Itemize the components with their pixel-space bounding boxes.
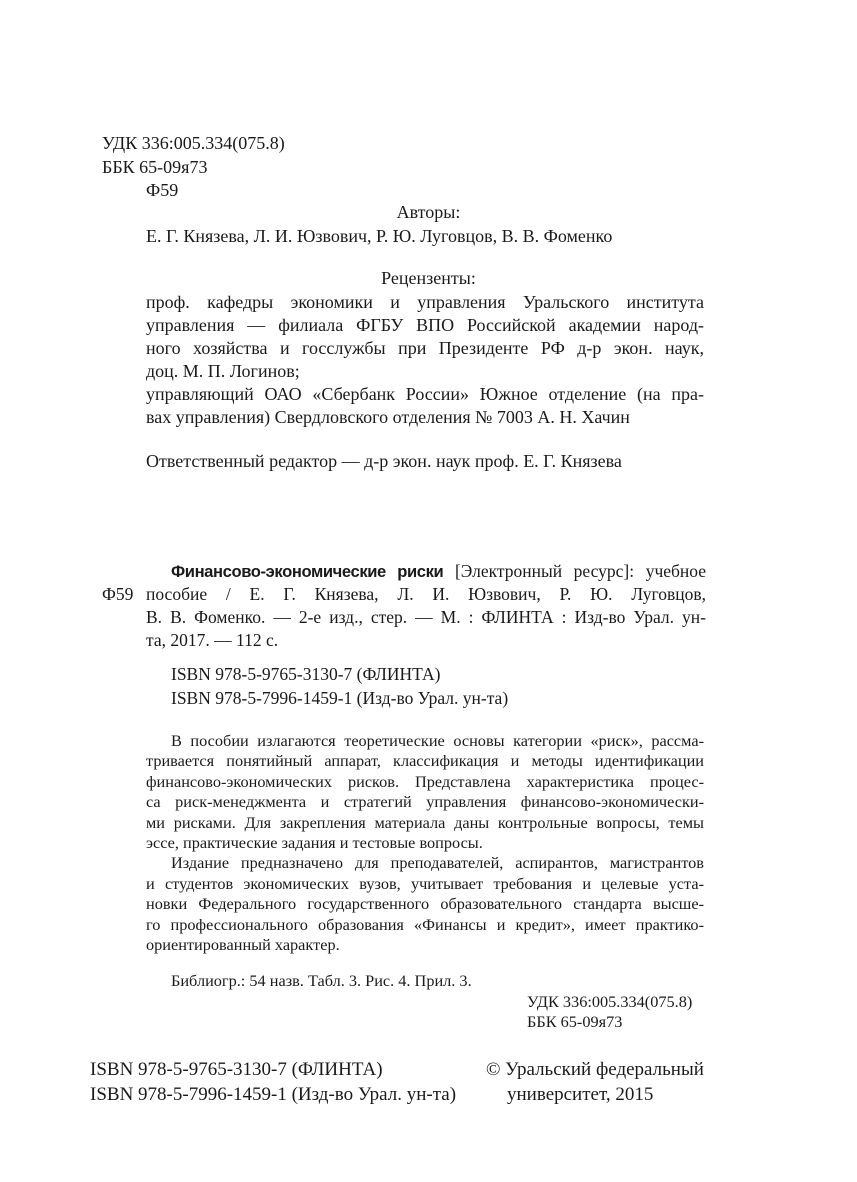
annotation-line: новки Федерального государственного образовательного стандарта высше- [146,894,704,913]
authors-label: Авторы: [396,202,461,222]
bibliographic-line: та, 2017. — 112 с. [146,630,279,650]
annotation-line: Издание предназначено для преподавателей, аспирантов, магистрантов [171,853,704,872]
bibliographic-code: Ф59 [102,584,134,604]
copyright-year: университет, 2015 [507,1084,654,1105]
reviewer-line: управляющий ОАО «Сбербанк России» Южное отделение (на пра- [146,384,704,404]
annotation-line: ориентированный характер. [146,935,340,954]
bibliographic-resource: [Электронный ресурс]: учебное [443,561,707,581]
reviewer-line: проф. кафедры экономики и управления Уральского института [146,292,704,312]
annotation-line: тривается понятийный аппарат, классификация и методы идентификации [146,751,704,770]
bibliographic-line: пособие / Е. Г. Князева, Л. И. Юзвович, Р. Ю. Луговцов, [146,584,706,604]
copyright-holder: © Уральский федеральный [486,1059,704,1080]
reviewers-label: Рецензенты: [381,268,476,288]
annotation-line: са риск-менеджмента и стратегий управления финансово-экономически- [146,792,704,811]
responsible-editor: Ответственный редактор — д-р экон. наук проф. Е. Г. Князева [146,451,622,471]
book-title: Финансово-экономические риски [171,562,444,581]
annotation-line: финансово-экономических рисков. Представлена характеристика процес- [146,772,704,791]
footer-bbk-code: ББК 65-09я73 [527,1012,623,1031]
annotation-line: В пособии излагаются теоретические основы категории «риск», рассма- [171,731,704,750]
reviewer-line: доц. М. П. Логинов; [146,361,300,381]
annotation-line: и студентов экономических вузов, учитывает требования и целевые уста- [146,874,704,893]
bottom-isbn-flinta: ISBN 978-5-9765-3130-7 (ФЛИНТА) [90,1059,383,1080]
isbn-flinta: ISBN 978-5-9765-3130-7 (ФЛИНТА) [171,664,441,684]
reviewer-line: управления — филиала ФГБУ ВПО Российской академии народ- [146,315,704,335]
biblio-info: Библиогр.: 54 назв. Табл. 3. Рис. 4. Прил. 3. [171,971,472,990]
isbn-ural: ISBN 978-5-7996-1459-1 (Изд-во Урал. ун-та) [171,688,509,708]
bbk-code: ББК 65-09я73 [102,157,208,177]
authors-names: Е. Г. Князева, Л. И. Юзвович, Р. Ю. Луговцов, В. В. Фоменко [146,226,613,246]
bottom-isbn-ural: ISBN 978-5-7996-1459-1 (Изд-во Урал. ун-та) [90,1084,457,1105]
udk-code: УДК 336:005.334(075.8) [102,133,285,153]
footer-udk-code: УДК 336:005.334(075.8) [527,992,693,1011]
bibliographic-title-line [171,560,706,584]
annotation-line: эссе, практические задания и тестовые вопросы. [146,833,483,852]
reviewer-line: вах управления) Свердловского отделения № 7003 А. Н. Хачин [146,407,630,427]
annotation-line: ми рисками. Для закрепления материала даны контрольные вопросы, темы [146,813,704,832]
bibliographic-line: В. В. Фоменко. — 2-е изд., стер. — М. : ФЛИНТА : Изд-во Урал. ун- [146,607,706,627]
author-code: Ф59 [146,180,179,200]
annotation-line: го профессионального образования «Финансы и кредит», имеет практико- [146,915,704,934]
reviewer-line: ного хозяйства и госслужбы при Президенте РФ д-р экон. наук, [146,338,704,358]
